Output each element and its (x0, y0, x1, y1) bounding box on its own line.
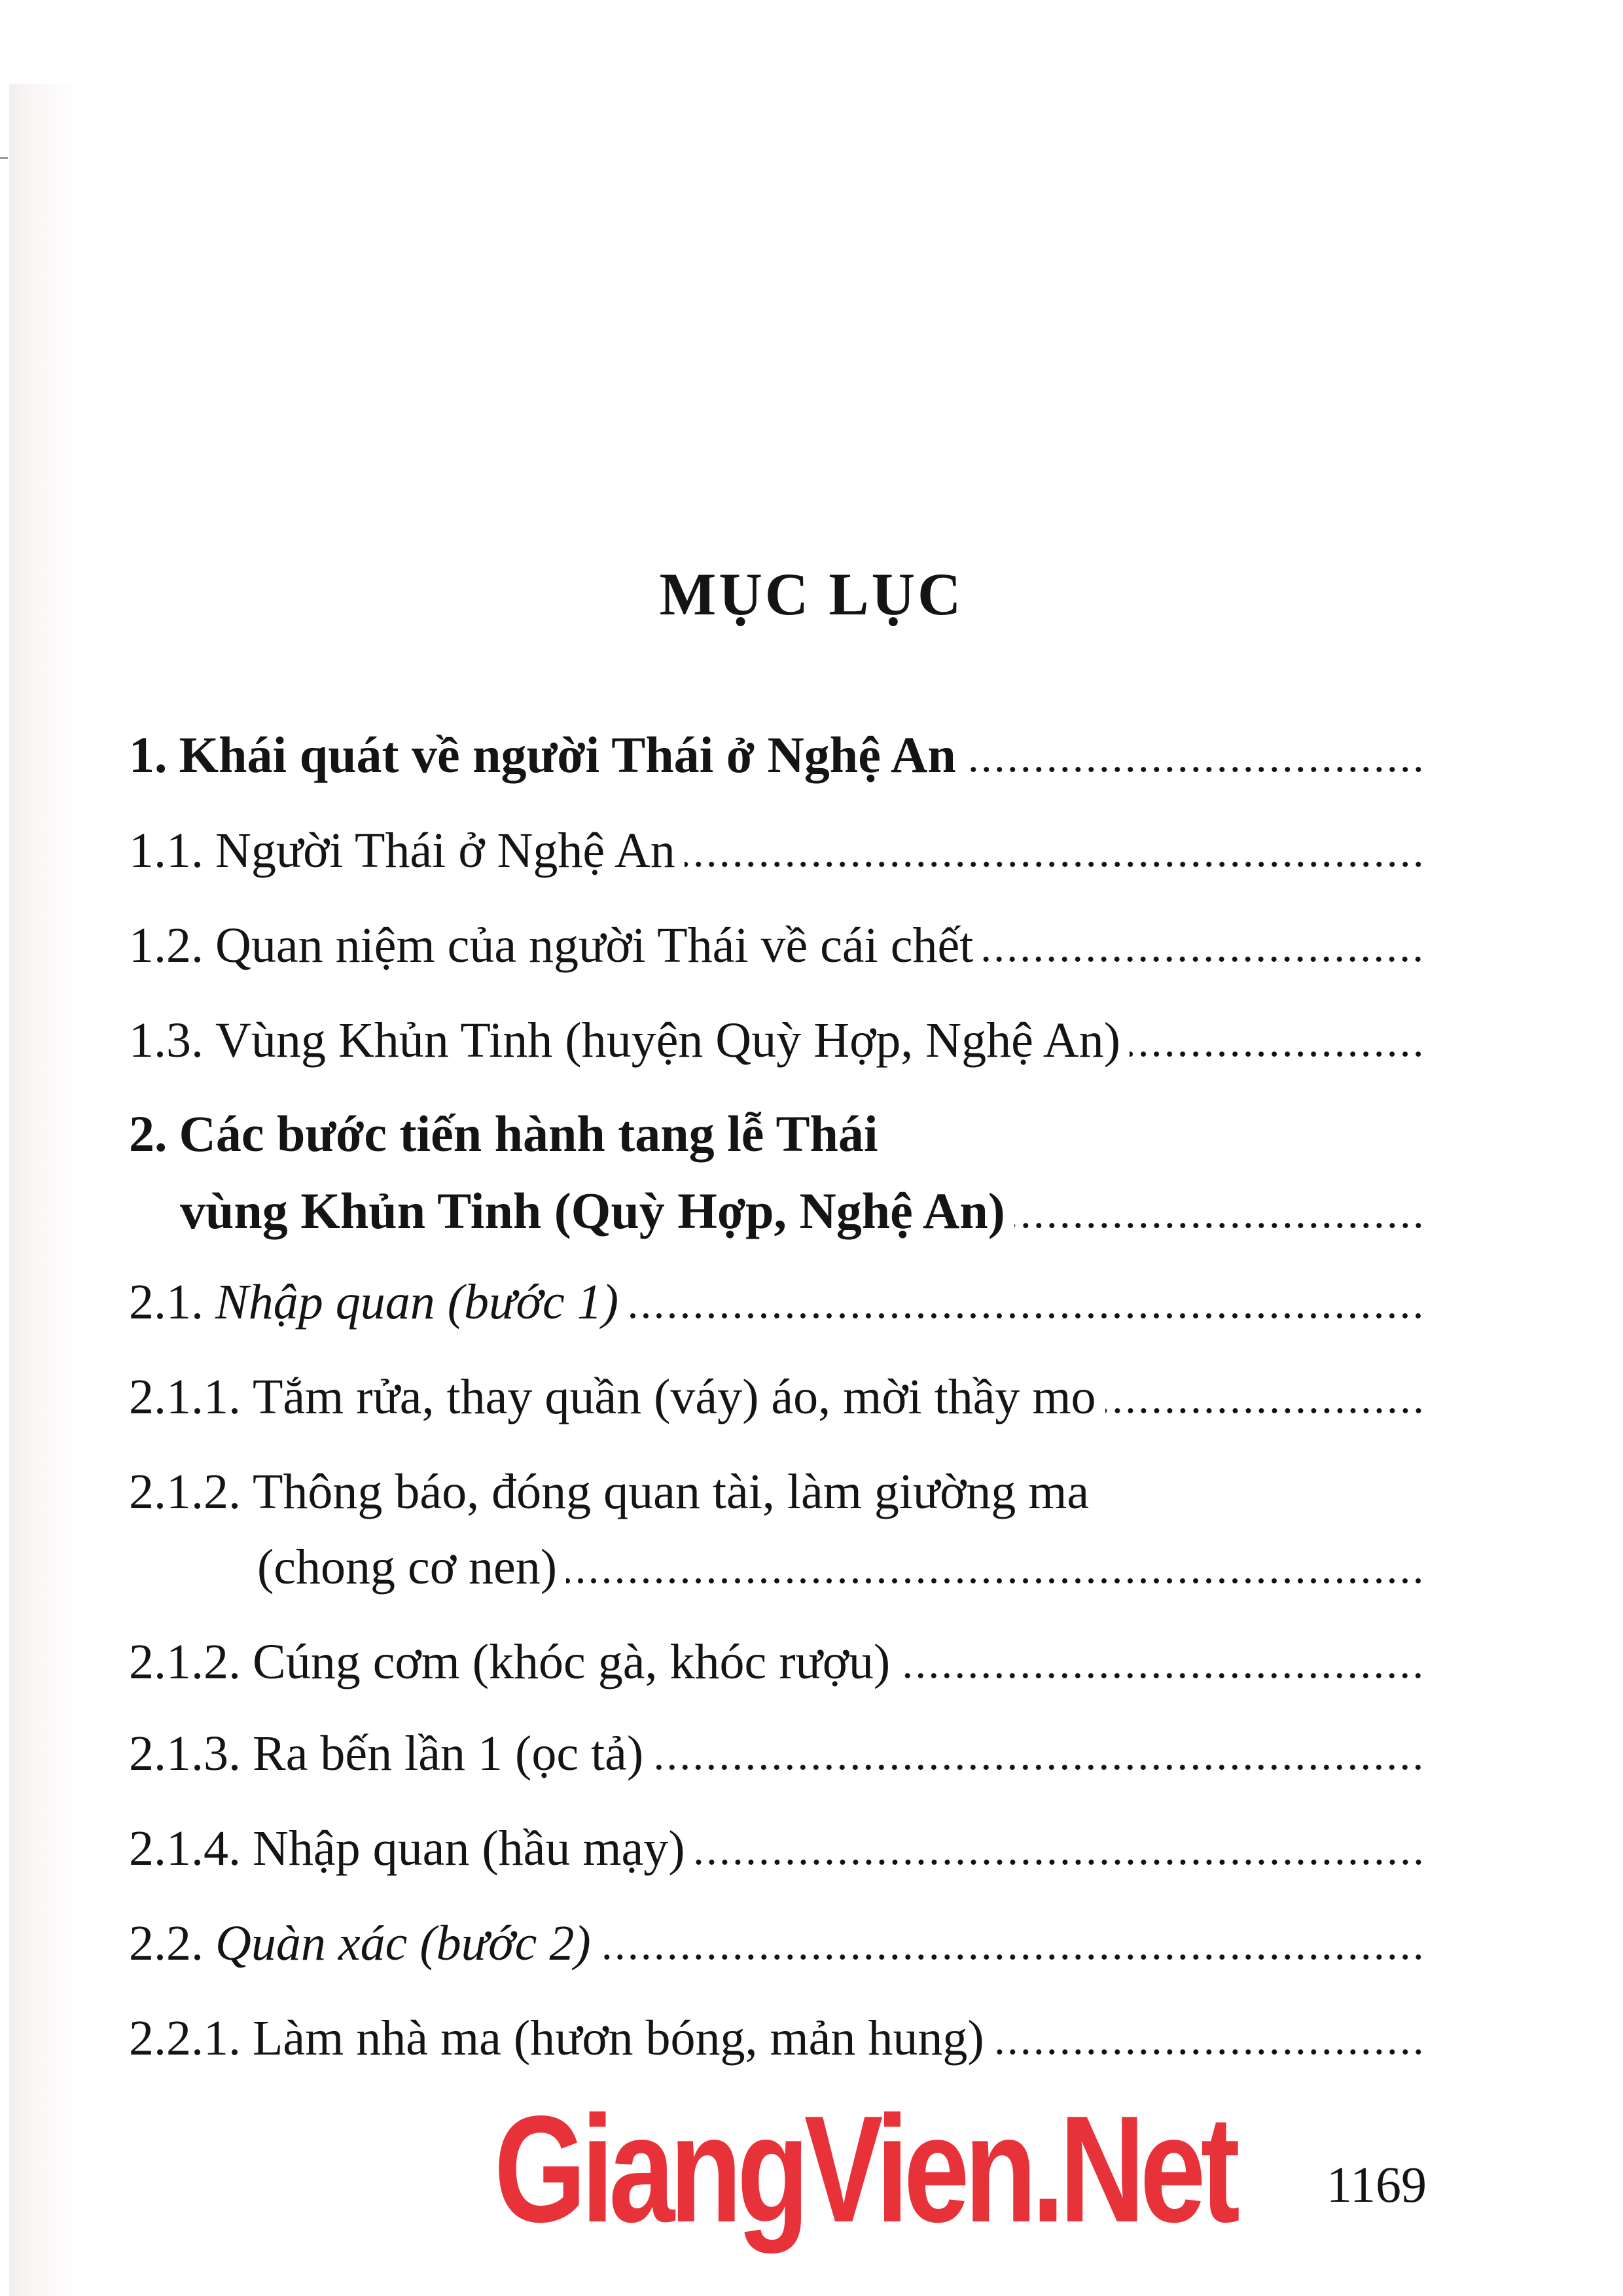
dot-leader (628, 1313, 1425, 1318)
toc-entry-2-1-1[interactable] (129, 1369, 1425, 1424)
dot-leader (1014, 1223, 1425, 1228)
toc-entry-title-continuation: (chong cơ nen) (257, 1540, 558, 1595)
dot-leader (993, 2049, 1425, 2055)
toc-entry-2-1-4[interactable] (129, 1821, 1425, 1876)
dot-leader (965, 767, 1425, 772)
toc-entry-title: Cúng cơm (khóc gà, khóc rượu) (253, 1634, 891, 1689)
toc-entry-1[interactable] (129, 726, 1425, 783)
toc-entry-2-1[interactable] (129, 1275, 1425, 1330)
toc-entry-number: 2. (129, 1105, 168, 1162)
toc-entry-title: Khái quát về người Thái ở Nghệ An (179, 726, 956, 783)
toc-entry-title: Ra bến lần 1 (ọc tả) (253, 1726, 644, 1781)
toc-entry-title: Vùng Khủn Tinh (huyện Quỳ Hợp, Nghệ An) (215, 1013, 1120, 1068)
toc-entry-title-continuation: vùng Khủn Tinh (Quỳ Hợp, Nghệ An) (180, 1182, 1005, 1239)
toc-entry-number: 1.3. (129, 1013, 204, 1068)
toc-entry-1-2[interactable] (129, 918, 1425, 973)
toc-entry-number: 2.1.1. (129, 1369, 241, 1424)
toc-entry-number: 2.2. (129, 1916, 204, 1971)
toc-entry-2-1-2a[interactable] (129, 1464, 1425, 1519)
toc-entry-number: 2.1.4. (129, 1821, 241, 1876)
toc-entry-number: 2.1.2. (129, 1634, 241, 1689)
toc-entry-number: 2.1.3. (129, 1726, 241, 1781)
toc-entry-1-1[interactable] (129, 823, 1425, 878)
binding-mark (0, 157, 8, 159)
dot-leader (1130, 1051, 1425, 1057)
toc-entry-2-continuation[interactable] (180, 1182, 1425, 1239)
toc-entry-title: Các bước tiến hành tang lễ Thái (179, 1105, 878, 1162)
toc-entry-number: 1.2. (129, 918, 204, 973)
dot-leader (600, 1954, 1425, 1960)
toc-entry-2-1-3[interactable] (129, 1726, 1425, 1781)
dot-leader (685, 862, 1425, 867)
dot-leader (652, 1765, 1425, 1770)
toc-entry-2-1-2a-continuation[interactable] (257, 1540, 1425, 1595)
toc-entry-title: Người Thái ở Nghệ An (215, 823, 675, 878)
toc-entry-title: Thông báo, đóng quan tài, làm giường ma (253, 1464, 1090, 1519)
toc-entry-title: Nhập quan (bước 1) (215, 1275, 619, 1330)
toc-entry-title: Quàn xác (bước 2) (215, 1916, 591, 1971)
toc-entry-title: Tắm rửa, thay quần (váy) áo, mời thầy mo (253, 1369, 1096, 1424)
dot-leader (566, 1578, 1425, 1583)
dot-leader (982, 957, 1425, 962)
dot-leader (694, 1860, 1425, 1865)
watermark-logo: GiangVien.Net (494, 2085, 1236, 2254)
toc-entry-number: 2.1. (129, 1275, 204, 1330)
scanned-page-edge-shadow (9, 84, 81, 2296)
toc-entry-title: Nhập quan (hầu mạy) (253, 1821, 685, 1876)
toc-entry-number: 1.1. (129, 823, 204, 878)
toc-entry-2-2-1[interactable] (129, 2011, 1425, 2066)
toc-entry-number: 2.2.1. (129, 2011, 241, 2066)
toc-entry-1-3[interactable] (129, 1013, 1425, 1068)
dot-leader (899, 1673, 1425, 1678)
toc-entry-2-2[interactable] (129, 1916, 1425, 1971)
dot-leader (1105, 1408, 1425, 1413)
toc-entry-number: 2.1.2. (129, 1464, 241, 1519)
page-number: 1169 (1326, 2156, 1427, 2213)
toc-entry-title: Quan niệm của người Thái về cái chết (215, 918, 974, 973)
page-title: MỤC LỤC (659, 560, 964, 627)
toc-entry-2[interactable] (129, 1105, 1425, 1162)
table-of-contents (129, 0, 1425, 2296)
toc-entry-title: Làm nhà ma (hươn bóng, mản hung) (253, 2011, 984, 2066)
toc-entry-2-1-2b[interactable] (129, 1634, 1425, 1689)
toc-entry-number: 1. (129, 726, 168, 783)
